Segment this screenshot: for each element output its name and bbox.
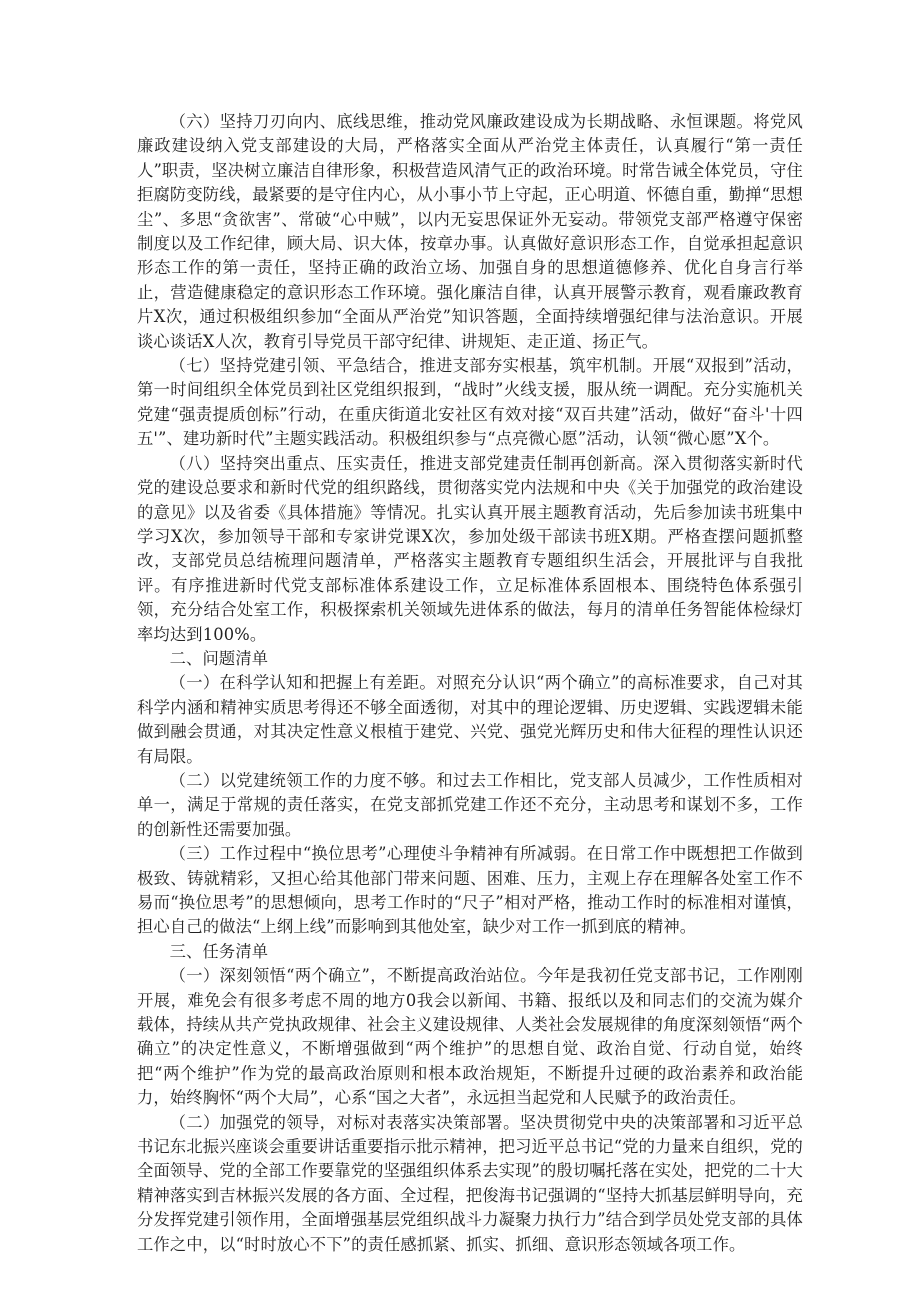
problem-item-three: （三）工作过程中“换位思考”心理使斗争精神有所减弱。在日常工作中既想把工作做到极致、铸就精彩，又担心给其他部门带来问题、困难、压力，主观上存在理解各处室工作不易而“换位思考”的思想倾向，思考工作时的“尺子”相对严格，推动工作时的标准相对谨慎，担心自己的做法“上纲上线”而影响到其他处室，缺少对工作一抓到底的精神。 [137,844,803,937]
task-item-two: （二）加强党的领导，对标对表落实决策部署。坚决贯彻党中央的决策部署和习近平总书记东北振兴座谈会重要讲话重要指示批示精神，把习近平总书记“党的力量来自组织，党的全面领导、党的全部工作要靠党的坚强组织体系去实现”的殷切嘱托落在实处，把党的二十大精神落实到吉林振兴发展的各方面、全过程，把俊海书记强调的“坚持大抓基层鲜明导向，充分发挥党建引领作用，全面增强基层党组织战斗力凝聚力执行力”结合到学员处党支部的具体工作之中，以“时时放心不下”的责任感抓紧、抓实、抓细、意识形态领域各项工作。 [137,1112,803,1254]
problem-item-one: （一）在科学认知和把握上有差距。对照充分认识“两个确立”的高标准要求，自己对其科学内涵和精神实质思考得还不够全面透彻，对其中的理论逻辑、历史逻辑、实践逻辑未能做到融会贯通，对其决定性意义根植于建党、兴党、强党光辉历史和伟大征程的理性认识还有局限。 [137,673,803,766]
problem-item-two: （二）以党建统领工作的力度不够。和过去工作相比，党支部人员减少，工作性质相对单一，满足于常规的责任落实，在党支部抓党建工作还不充分，主动思考和谋划不多，工作的创新性还需要加强。 [137,770,803,839]
section-heading-problems: 二、问题清单 [169,648,269,668]
paragraph-eight: （八）坚持突出重点、压实责任，推进支部党建责任制再创新高。深入贯彻落实新时代党的建设总要求和新时代党的组织路线，贯彻落实党内法规和中央《关于加强党的政治建设的意见》以及省委《具体措施》等情况。扎实认真开展主题教育活动，先后参加读书班集中学习X次，参加领导干部和专家讲党课X次，参加处级干部读书班X期。严格查摆问题抓整改，支部党员总结梳理问题清单，严格落实主题教育专题组织生活会，开展批评与自我批评。有序推进新时代党支部标准体系建设工作，立足标准体系固根本、围绕特色体系强引领，充分结合处室工作，积极探索机关领域先进体系的做法，每月的清单任务智能体检绿灯率均达到100%。 [137,453,803,644]
task-item-one: （一）深刻领悟“两个确立”，不断提高政治站位。今年是我初任党支部书记，工作刚刚开展，难免会有很多考虑不周的地方0我会以新闻、书籍、报纸以及和同志们的交流为媒介载体，持续从共产党执政规律、社会主义建设规律、人类社会发展规律的角度深刻领悟“两个确立”的决定性意义，不断增强做到“两个维护”的思想自觉、政治自觉、行动自觉，始终把“两个维护”作为党的最高政治原则和根本政治规矩，不断提升过硬的政治素养和政治能力，始终胸怀“两个大局”，心系“国之大者”，永远担当起党和人民赋予的政治责任。 [137,966,803,1108]
paragraph-seven: （七）坚持党建引领、平急结合，推进支部夯实根基，筑牢机制。开展“双报到”活动，第一时间组织全体党员到社区党组织报到，“战时”火线支援，服从统一调配。充分实施机关党建“强责提质创标”行动，在重庆街道北安社区有效对接“双百共建”活动，做好“奋斗'十四五'”、建功新时代”主题实践活动。积极组织参与“点亮微心愿”活动，认领“微心愿”X个。 [137,356,803,449]
section-heading-tasks: 三、任务清单 [169,941,269,961]
document-body [137,110,803,1257]
paragraph-six: （六）坚持刀刃向内、底线思维，推动党风廉政建设成为长期战略、永恒课题。将党风廉政建设纳入党支部建设的大局，严格落实全面从严治党主体责任，认真履行“第一责任人”职责，坚决树立廉洁自律形象，积极营造风清气正的政治环境。时常告诫全体党员，守住拒腐防变防线，最紧要的是守住内心，从小事小节上守起，正心明道、怀德自重，勤掸“思想尘”、多思“贪欲害”、常破“心中贼”，以内无妄思保证外无妄动。带领党支部严格遵守保密制度以及工作纪律，顾大局、识大体，按章办事。认真做好意识形态工作，自觉承担起意识形态工作的第一责任，坚持正确的政治立场、加强自身的思想道德修养、优化自身言行举止，营造健康稳定的意识形态工作环境。强化廉洁自律，认真开展警示教育，观看廉政教育片X次，通过积极组织参加“全面从严治党”知识答题，全面持续增强纪律与法治意识。开展谈心谈话X人次，教育引导党员干部守纪律、讲规矩、走正道、扬正气。 [137,112,803,351]
